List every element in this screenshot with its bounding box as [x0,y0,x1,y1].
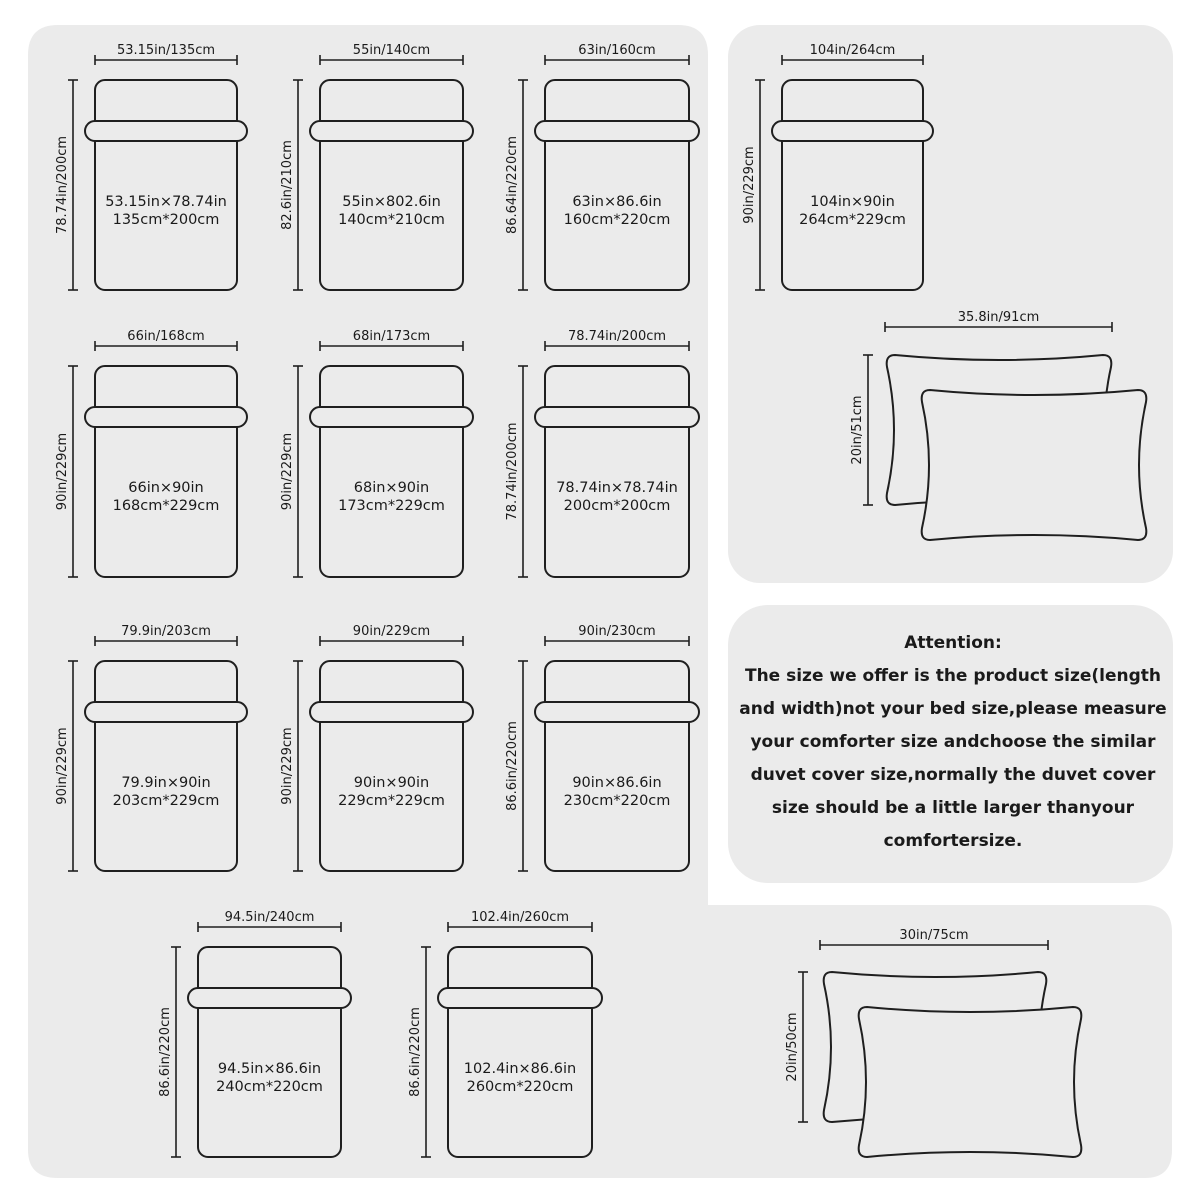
width-label: 53.15in/135cm [116,43,216,58]
cm-size-label: 229cm*229cm [338,793,445,809]
width-label: 68in/173cm [352,329,431,344]
inch-size-label: 53.15in×78.74in [105,194,227,210]
width-label: 66in/168cm [127,329,205,344]
height-label: 86.64in/220cm [505,135,520,235]
inch-size-label: 94.5in×86.6in [217,1061,322,1077]
duvet-band [310,702,473,722]
height-label: 90in/229cm [280,432,295,511]
width-label: 63in/160cm [578,43,656,58]
duvet-band [535,702,699,722]
height-label: 90in/229cm [55,432,70,511]
duvet-band [85,407,247,427]
duvet-band [85,702,247,722]
duvet-band [535,407,699,427]
cm-size-label: 260cm*220cm [466,1079,574,1095]
height-label: 78.74in/200cm [55,135,70,235]
attention-line: and width)not your bed size,please measure [739,699,1167,719]
cm-size-label: 264cm*229cm [799,212,906,228]
width-label: 90in/230cm [578,624,656,639]
height-label: 86.6in/220cm [408,1007,423,1097]
cm-size-label: 140cm*210cm [338,212,445,228]
width-label: 102.4in/260cm [470,910,570,925]
duvet-band [772,121,933,141]
attention-line: size should be a little larger thanyour [771,798,1135,818]
cm-size-label: 173cm*229cm [338,498,445,514]
height-label: 82.6in/210cm [280,140,295,230]
cm-size-label: 135cm*200cm [112,212,220,228]
inch-size-label: 66in×90in [128,480,204,496]
duvet-band [438,988,602,1008]
cm-size-label: 168cm*229cm [112,498,220,514]
cm-size-label: 230cm*220cm [563,793,671,809]
duvet-band [310,407,473,427]
height-label: 20in/50cm [785,1012,800,1082]
inch-size-label: 68in×90in [353,480,430,496]
height-label: 86.6in/220cm [505,721,520,811]
attention-line: duvet cover size,normally the duvet cover [750,765,1156,785]
attention-line: your comforter size andchoose the similar [750,732,1156,752]
cm-size-label: 160cm*220cm [563,212,671,228]
width-label: 90in/229cm [352,624,431,639]
cm-size-label: 200cm*200cm [563,498,671,514]
attention-line: comfortersize. [883,831,1023,851]
inch-size-label: 90in×90in [353,775,430,791]
height-label: 78.74in/200cm [505,422,520,521]
duvet-band [85,121,247,141]
inch-size-label: 102.4in×86.6in [463,1061,577,1077]
duvet-band [535,121,699,141]
attention-title: Attention: [904,633,1002,653]
inch-size-label: 104in×90in [810,194,895,210]
width-label: 94.5in/240cm [224,910,315,925]
height-label: 90in/229cm [280,727,295,805]
inch-size-label: 55in×802.6in [342,194,441,210]
width-label: 30in/75cm [899,928,969,943]
width-label: 79.9in/203cm [121,624,211,639]
width-label: 78.74in/200cm [567,329,667,344]
attention-line: The size we offer is the product size(length [744,666,1162,686]
pillowcase-front-outline [922,390,1147,540]
duvet-band [310,121,473,141]
duvet-band [188,988,351,1008]
height-label: 20in/51cm [850,395,865,465]
width-label: 104in/264cm [809,43,896,58]
inch-size-label: 79.9in×90in [121,775,211,791]
height-label: 86.6in/220cm [158,1007,173,1097]
inch-size-label: 78.74in×78.74in [556,480,678,496]
inch-size-label: 63in×86.6in [572,194,662,210]
pillowcase-front-outline [859,1007,1082,1157]
height-label: 90in/229cm [742,146,757,224]
height-label: 90in/229cm [55,727,70,805]
inch-size-label: 90in×86.6in [572,775,662,791]
width-label: 35.8in/91cm [957,310,1040,325]
cm-size-label: 240cm*220cm [216,1079,323,1095]
width-label: 55in/140cm [352,43,431,58]
cm-size-label: 203cm*229cm [112,793,220,809]
